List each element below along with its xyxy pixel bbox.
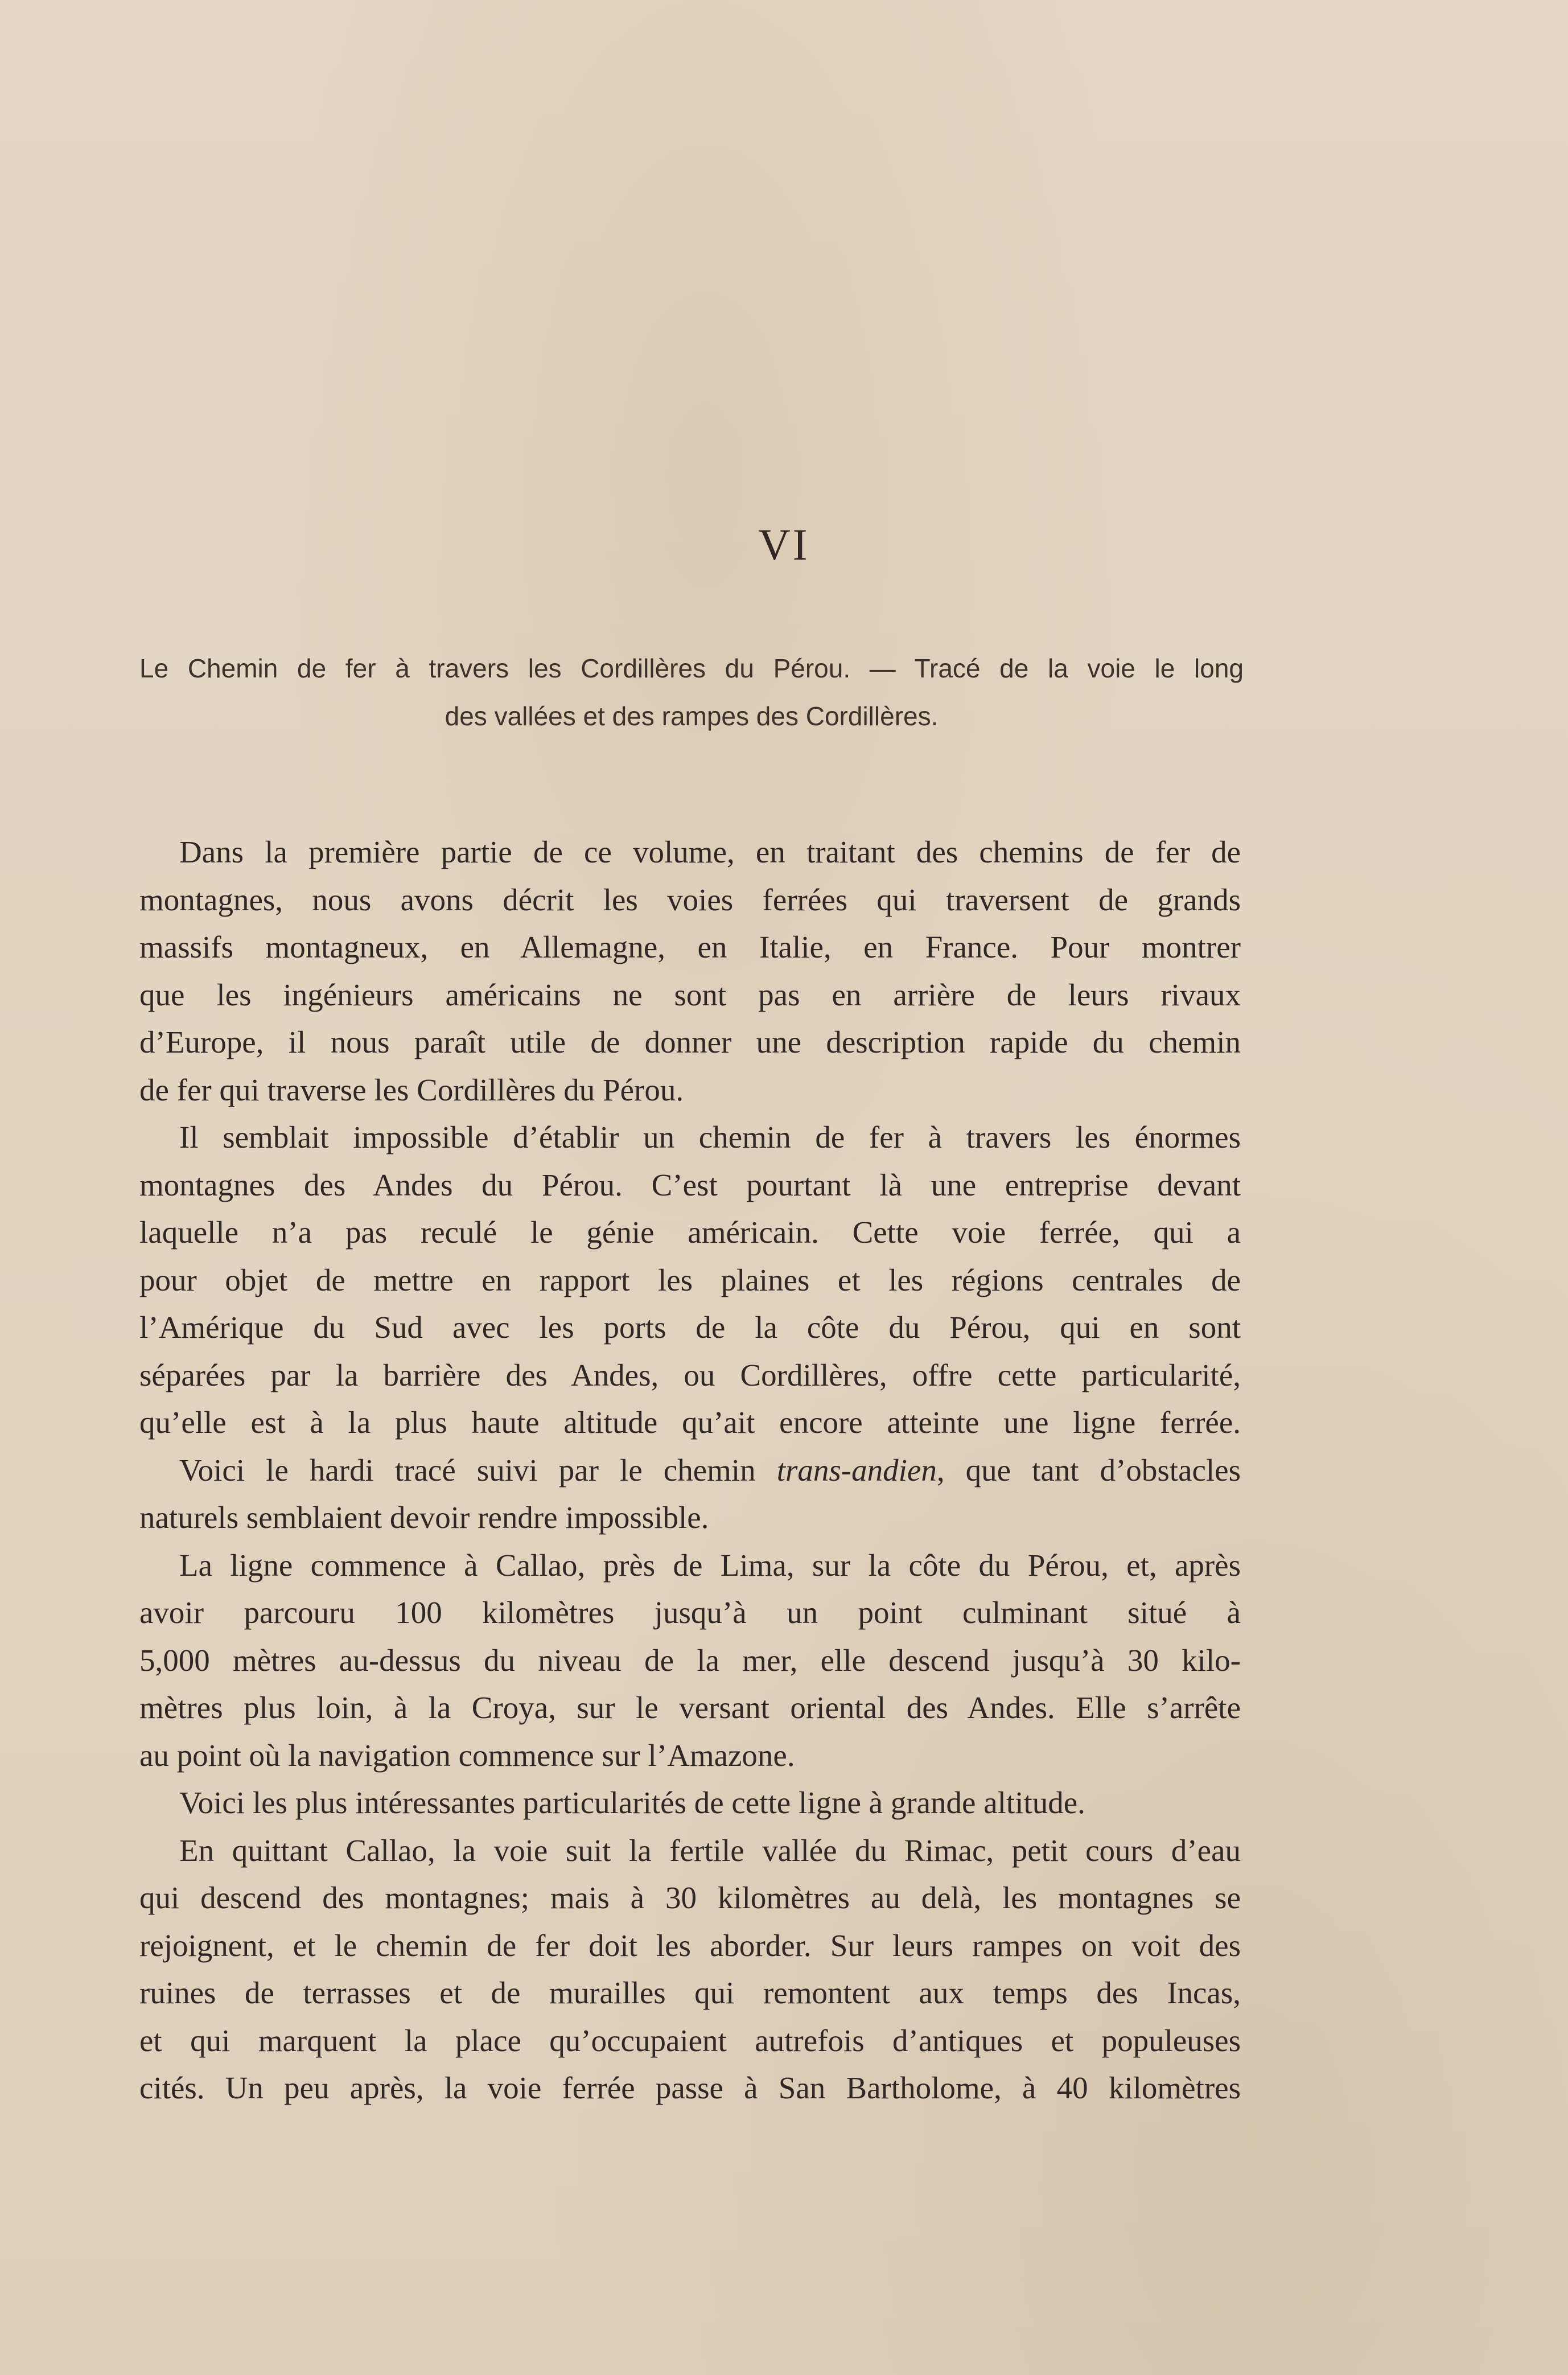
text-line: de fer qui traverse les Cordillères du Pérou. <box>139 1072 684 1107</box>
text-line: Il semblait impossible d’établir un chemin de fer à travers les énormes <box>179 1120 1241 1154</box>
text-line: mètres plus loin, à la Croya, sur le versant oriental des Andes. Elle s’arrête <box>139 1690 1241 1725</box>
italic-term: trans-andien <box>776 1452 937 1488</box>
text-line: La ligne commence à Callao, près de Lima, sur la côte du Pérou, et, après <box>179 1547 1241 1583</box>
text-line: massifs montagneux, en Allemagne, en Italie, en France. Pour montrer <box>139 930 1241 964</box>
text-segment: , que tant d’obstacles <box>936 1452 1241 1488</box>
text-line: ruines de terrasses et de murailles qui remontent aux temps des Incas, <box>139 1975 1241 2010</box>
text-line: naturels semblaient devoir rendre impossible. <box>139 1500 709 1535</box>
text-line: qu’elle est à la plus haute altitude qu’ait encore atteinte une ligne ferrée. <box>139 1405 1241 1440</box>
text-line: montagnes des Andes du Pérou. C’est pourtant là une entreprise devant <box>139 1167 1241 1202</box>
text-line: Dans la première partie de ce volume, en traitant des chemins de fer de <box>179 835 1241 869</box>
text-line: En quittant Callao, la voie suit la fertile vallée du Rimac, petit cours d’eau <box>179 1832 1241 1868</box>
text-line: séparées par la barrière des Andes, ou Cordillères, offre cette particularité, <box>139 1357 1241 1392</box>
summary-line: Le Chemin de fer à travers les Cordillères du Pérou. — Tracé de la voie le long <box>139 654 1244 683</box>
text-line: 5,000 mètres au-dessus du niveau de la mer, elle descend jusqu’à 30 kilo- <box>139 1642 1241 1678</box>
text-line: et qui marquent la place qu’occupaient autrefois d’antiques et populeuses <box>139 2023 1241 2058</box>
body-text <box>139 828 1241 2112</box>
chapter-number: VI <box>758 520 810 569</box>
text-line: l’Amérique du Sud avec les ports de la côte du Pérou, qui en sont <box>139 1310 1241 1345</box>
text-line: cités. Un peu après, la voie ferrée passe à San Bartholome, à 40 kilomètres <box>139 2070 1241 2105</box>
text-line: laquelle n’a pas reculé le génie américain. Cette voie ferrée, qui a <box>139 1215 1241 1250</box>
text-line: qui descend des montagnes; mais à 30 kilomètres au delà, les montagnes se <box>139 1880 1241 1915</box>
summary-line: des vallées et des rampes des Cordillères. <box>445 701 939 731</box>
text-line <box>139 1447 1241 1494</box>
text-line: pour objet de mettre en rapport les plaines et les régions centrales de <box>139 1262 1241 1297</box>
text-line: avoir parcouru 100 kilomètres jusqu’à un point culminant situé à <box>139 1595 1241 1630</box>
chapter-summary <box>139 644 1244 740</box>
text-line: Voici les plus intéressantes particularités de cette ligne à grande altitude. <box>179 1785 1085 1820</box>
text-line: au point où la navigation commence sur l’Amazone. <box>139 1737 795 1773</box>
text-segment: Voici le hardi tracé suivi par le chemin <box>179 1452 777 1488</box>
text-line: montagnes, nous avons décrit les voies ferrées qui traversent de grands <box>139 882 1241 917</box>
text-line: rejoignent, et le chemin de fer doit les aborder. Sur leurs rampes on voit des <box>139 1928 1241 1963</box>
text-line: d’Europe, il nous paraît utile de donner une description rapide du chemin <box>139 1025 1241 1059</box>
text-line: que les ingénieurs américains ne sont pas en arrière de leurs rivaux <box>139 977 1241 1012</box>
